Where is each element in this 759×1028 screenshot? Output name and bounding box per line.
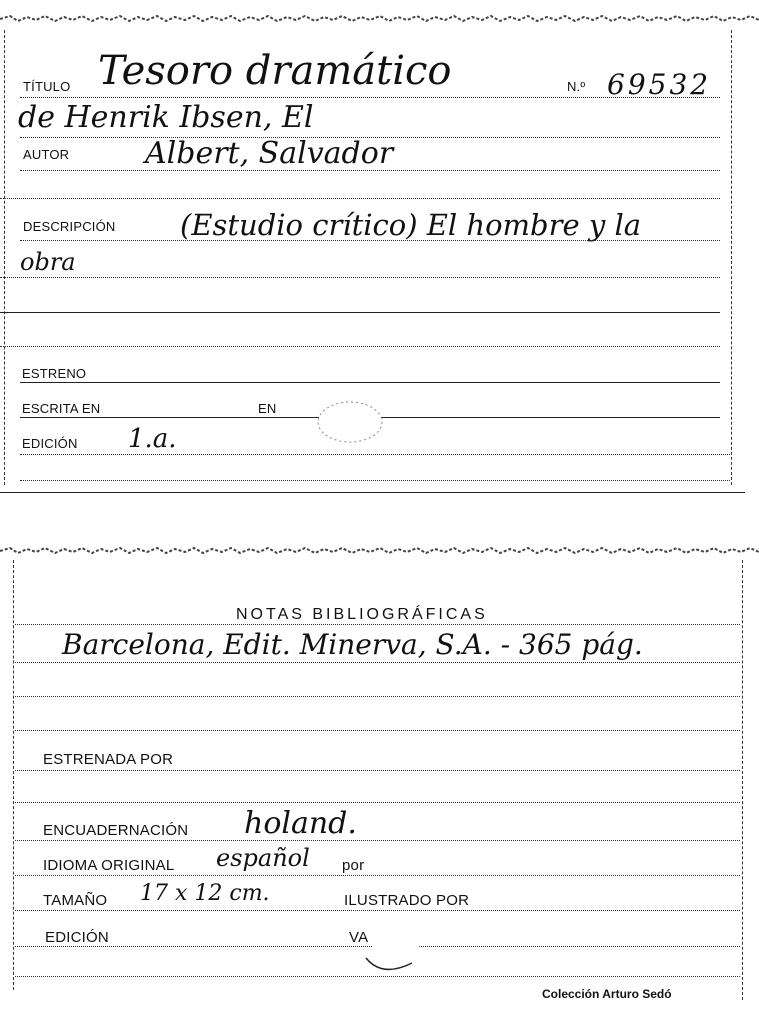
descripcion-continuation: obra: [20, 248, 76, 276]
card-bottom-edge: [0, 492, 745, 493]
blank-line-4: [20, 480, 730, 481]
catalog-card-front: [0, 0, 759, 500]
escrita-label: ESCRITA EN: [22, 401, 101, 416]
estreno-line: [20, 382, 720, 383]
idioma-label: IDIOMA ORIGINAL: [43, 857, 175, 874]
estrenada-line: [15, 770, 740, 771]
va-label: VA: [349, 929, 369, 946]
autor-line: [20, 170, 720, 171]
numero-label: N.º: [567, 79, 586, 94]
descripcion-line: [20, 240, 720, 241]
card-right-border: [731, 30, 732, 485]
descripcion-cont-line: [0, 277, 720, 278]
edicion-line: [20, 454, 730, 455]
blank-line-3: [0, 346, 720, 347]
titulo-value: Tesoro dramático: [98, 48, 452, 94]
descripcion-value: (Estudio crítico) El hombre y la: [180, 208, 642, 242]
torn-edge-top: [0, 14, 759, 24]
numero-value: 69532: [607, 68, 712, 101]
notas-line: [15, 662, 740, 663]
titulo-continuation: de Henrik Ibsen, El: [18, 100, 314, 135]
blank-line-5: [15, 696, 740, 697]
edicion-label: EDICIÓN: [22, 436, 78, 451]
autor-value: Albert, Salvador: [145, 136, 394, 171]
encuadernacion-line: [15, 840, 740, 841]
por-label: por: [342, 857, 365, 874]
idioma-value: español: [216, 844, 310, 872]
edicion-label: EDICIÓN: [45, 929, 109, 946]
estrenada-label: ESTRENADA POR: [43, 751, 174, 768]
encuadernacion-value: holand.: [244, 806, 357, 841]
ilustrado-label: ILUSTRADO POR: [344, 892, 470, 909]
catalog-card-back: [0, 500, 759, 1028]
autor-label: AUTOR: [23, 147, 70, 162]
blank-line-7: [15, 802, 740, 803]
notas-value: Barcelona, Edit. Minerva, S.A. - 365 pág.: [62, 628, 643, 661]
tamano-label: TAMAÑO: [43, 892, 108, 909]
titulo-label: TÍTULO: [23, 79, 71, 94]
descripcion-label: DESCRIPCIÓN: [23, 219, 116, 234]
card-right-border: [742, 560, 743, 1000]
notas-heading: NOTAS BIBLIOGRÁFICAS: [236, 606, 488, 623]
coleccion-credit: Colección Arturo Sedó: [542, 987, 672, 1001]
torn-edge-top: [0, 546, 759, 556]
paper-smudge: [315, 400, 385, 445]
blank-line-8: [15, 976, 740, 977]
card-left-border: [4, 30, 5, 485]
blank-line-1: [0, 198, 720, 199]
en-label: EN: [258, 401, 277, 416]
estreno-label: ESTRENO: [22, 366, 87, 381]
edicion-value: 1.a.: [128, 424, 177, 454]
encuadernacion-label: ENCUADERNACIÓN: [43, 822, 189, 839]
card-left-border: [13, 560, 14, 990]
titulo-line: [20, 97, 720, 98]
blank-line-2: [0, 312, 720, 313]
blank-line-6: [15, 730, 740, 731]
idioma-line: [15, 875, 740, 876]
paper-smudge: [362, 918, 424, 978]
heading-line: [15, 624, 740, 625]
tamano-line: [15, 910, 740, 911]
tamano-value: 17 x 12 cm.: [140, 881, 270, 906]
